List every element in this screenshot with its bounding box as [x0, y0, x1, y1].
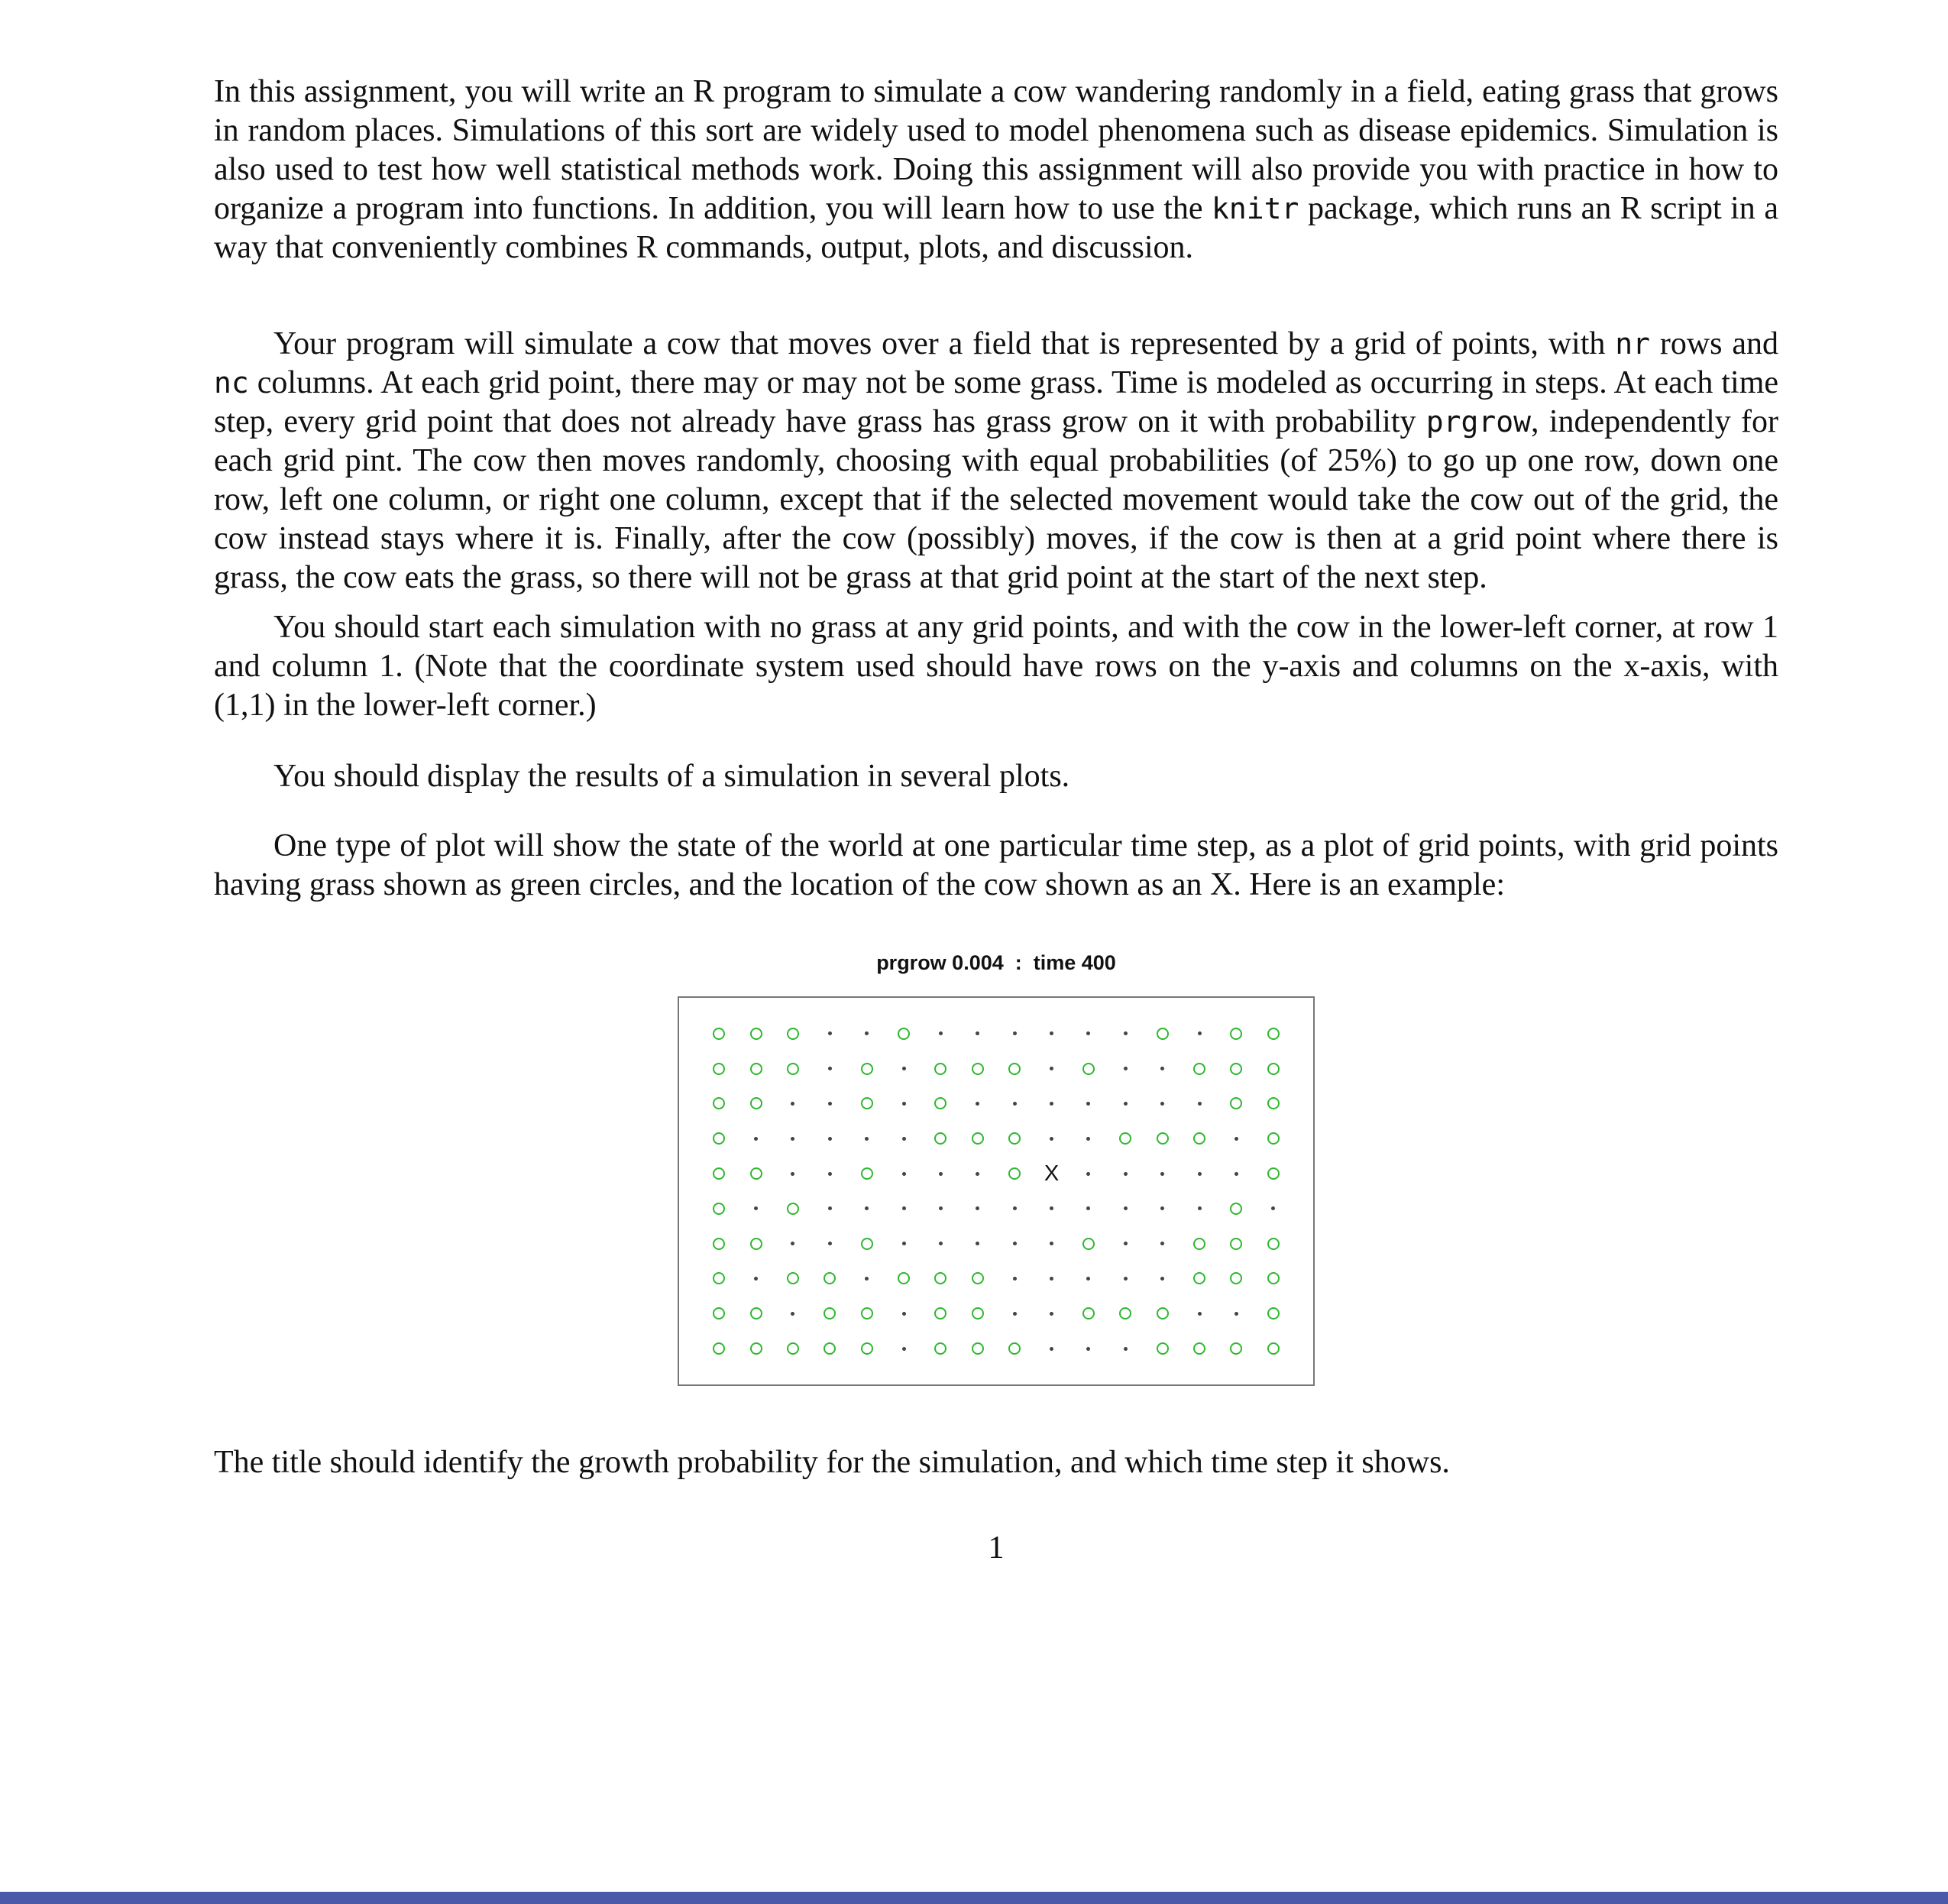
empty-point [1181, 1086, 1218, 1122]
grass-point [1218, 1086, 1254, 1122]
grass-point [1255, 1261, 1292, 1297]
paragraph-text: Your program will simulate a cow that moves over a field that is represented by a grid of points, with [273, 326, 1616, 361]
empty-point [1107, 1331, 1144, 1366]
empty-point [885, 1156, 922, 1191]
empty-point [1070, 1121, 1107, 1156]
footer-bar [0, 1892, 1948, 1904]
empty-point [1144, 1226, 1181, 1261]
empty-point [996, 1226, 1033, 1261]
empty-point [1033, 1121, 1069, 1156]
grass-point [885, 1261, 922, 1297]
grass-point [811, 1331, 848, 1366]
empty-point [1070, 1156, 1107, 1191]
document-content [214, 73, 1778, 1566]
empty-point [1033, 1051, 1069, 1086]
paragraph-text: You should start each simulation with no grass at any grid points, and with the cow in the lower-left corner, at row 1 and column 1. (Note that the coordinate system used should have rows on the y-axis and columns on the x-axis, with (1,1) in the lower-left corner.) [214, 610, 1778, 723]
grass-point [701, 1016, 737, 1051]
empty-point [1033, 1331, 1069, 1366]
grass-point [959, 1261, 996, 1297]
grass-point [1144, 1016, 1181, 1051]
grass-point [701, 1121, 737, 1156]
grass-point [1181, 1051, 1218, 1086]
paragraph-simulation-description [214, 325, 1778, 597]
empty-point [1070, 1331, 1107, 1366]
page-number: 1 [988, 1530, 1005, 1566]
grass-point [922, 1261, 959, 1297]
grass-point [1218, 1331, 1254, 1366]
grass-point [849, 1086, 885, 1122]
empty-point [811, 1051, 848, 1086]
grass-point [959, 1051, 996, 1086]
grass-point [849, 1156, 885, 1191]
empty-point [849, 1261, 885, 1297]
grass-point [1181, 1121, 1218, 1156]
grass-point [775, 1191, 811, 1226]
empty-point [1033, 1261, 1069, 1297]
empty-point [811, 1121, 848, 1156]
empty-point [922, 1226, 959, 1261]
grass-point [1144, 1331, 1181, 1366]
grass-point [1255, 1331, 1292, 1366]
paragraph-text: One type of plot will show the state of the world at one particular time step, as a plot of grid points, with grid points having grass shown as green circles, and the location of the cow shown as an X. Here is an example: [214, 828, 1778, 902]
grass-point [1255, 1016, 1292, 1051]
empty-point [1181, 1156, 1218, 1191]
empty-point [1033, 1296, 1069, 1331]
empty-point [1033, 1191, 1069, 1226]
empty-point [811, 1086, 848, 1122]
empty-point [996, 1296, 1033, 1331]
grass-point [701, 1156, 737, 1191]
empty-point [885, 1226, 922, 1261]
paragraph-text: In this assignment, you will write an R program to simulate a cow wandering randomly in a field, eating grass that grows in random places. Simulations of this sort are widely used to model phenomena such as disease epidemics. Simulation is also used to test how well statistical methods work. Doing this assignment will also provide you with practice in how to organize a program into functions. In addition, you will learn how to use the [214, 74, 1778, 226]
grass-point [775, 1051, 811, 1086]
empty-point [737, 1191, 774, 1226]
grass-point [1255, 1296, 1292, 1331]
grass-point [701, 1261, 737, 1297]
grass-point [849, 1296, 885, 1331]
grass-point [737, 1226, 774, 1261]
empty-point [811, 1156, 848, 1191]
cow-marker: X [1044, 1161, 1060, 1186]
grass-point [1255, 1051, 1292, 1086]
grass-point [1144, 1121, 1181, 1156]
plot-title: prgrow 0.004 : time 400 [876, 951, 1116, 974]
plot-grid [701, 1016, 1292, 1366]
empty-point [1144, 1191, 1181, 1226]
paragraph-text: You should display the results of a simulation in several plots. [273, 759, 1070, 794]
grass-point [775, 1261, 811, 1297]
empty-point [1181, 1016, 1218, 1051]
empty-point [1033, 1016, 1069, 1051]
plot-box [678, 996, 1315, 1386]
grass-point [922, 1296, 959, 1331]
empty-point [1218, 1121, 1254, 1156]
grass-point [1218, 1226, 1254, 1261]
empty-point [922, 1156, 959, 1191]
grass-point [959, 1121, 996, 1156]
empty-point [1107, 1156, 1144, 1191]
empty-point [1107, 1016, 1144, 1051]
empty-point [1107, 1051, 1144, 1086]
grass-point [1181, 1261, 1218, 1297]
grass-point [849, 1331, 885, 1366]
empty-point [1144, 1051, 1181, 1086]
inline-code-knitr: knitr [1212, 192, 1299, 225]
grass-point [701, 1191, 737, 1226]
grass-point [775, 1016, 811, 1051]
grass-point [996, 1121, 1033, 1156]
empty-point [1070, 1261, 1107, 1297]
inline-code-nc: nc [214, 366, 249, 400]
grass-point [922, 1121, 959, 1156]
grass-point [737, 1331, 774, 1366]
empty-point [885, 1296, 922, 1331]
grass-point [737, 1051, 774, 1086]
empty-point [1144, 1261, 1181, 1297]
empty-point [737, 1121, 774, 1156]
grass-point [811, 1261, 848, 1297]
empty-point [811, 1191, 848, 1226]
empty-point [1181, 1296, 1218, 1331]
paragraph-intro [214, 73, 1778, 267]
empty-point [849, 1191, 885, 1226]
empty-point [959, 1156, 996, 1191]
grass-point [996, 1156, 1033, 1191]
empty-point [775, 1156, 811, 1191]
empty-point [922, 1191, 959, 1226]
grass-point [996, 1051, 1033, 1086]
grass-point [701, 1296, 737, 1331]
grass-point [701, 1086, 737, 1122]
grass-point [1255, 1156, 1292, 1191]
empty-point [959, 1226, 996, 1261]
empty-point [775, 1296, 811, 1331]
empty-point [1107, 1261, 1144, 1297]
grass-point [1218, 1016, 1254, 1051]
grass-point [775, 1331, 811, 1366]
empty-point [1144, 1156, 1181, 1191]
empty-point [811, 1226, 848, 1261]
paragraph-display-results [214, 757, 1778, 796]
grass-point [922, 1086, 959, 1122]
grass-point [959, 1296, 996, 1331]
empty-point [1107, 1226, 1144, 1261]
empty-point [1255, 1191, 1292, 1226]
grass-point [1255, 1086, 1292, 1122]
empty-point [1218, 1296, 1254, 1331]
empty-point [885, 1051, 922, 1086]
grass-point [1218, 1051, 1254, 1086]
grass-point [959, 1331, 996, 1366]
grass-point [737, 1156, 774, 1191]
paragraph-text: package, which runs an R script in a way that conveniently combines R commands, output, plots, and discussion. [214, 191, 1778, 265]
grass-point [922, 1051, 959, 1086]
inline-code-prgrow: prgrow [1425, 405, 1532, 439]
grass-point [811, 1296, 848, 1331]
empty-point [737, 1261, 774, 1297]
empty-point [996, 1261, 1033, 1297]
empty-point [885, 1121, 922, 1156]
empty-point [1107, 1191, 1144, 1226]
empty-point [959, 1016, 996, 1051]
empty-point [1033, 1226, 1069, 1261]
grass-point [1218, 1191, 1254, 1226]
empty-point [775, 1121, 811, 1156]
empty-point [885, 1191, 922, 1226]
grass-point [885, 1016, 922, 1051]
empty-point [996, 1086, 1033, 1122]
grass-point [701, 1331, 737, 1366]
empty-point [885, 1086, 922, 1122]
inline-code-nr: nr [1615, 327, 1650, 361]
empty-point [1070, 1191, 1107, 1226]
paragraph-start-conditions [214, 608, 1778, 725]
grass-point [996, 1331, 1033, 1366]
empty-point [1033, 1086, 1069, 1122]
grass-point [1107, 1121, 1144, 1156]
empty-point [1070, 1086, 1107, 1122]
grass-point [1144, 1296, 1181, 1331]
paragraph-plot-description [214, 827, 1778, 905]
empty-point [811, 1016, 848, 1051]
empty-point [959, 1086, 996, 1122]
grass-point [1070, 1296, 1107, 1331]
grass-point [849, 1051, 885, 1086]
grass-point [1107, 1296, 1144, 1331]
example-plot [678, 951, 1315, 1386]
grass-point [1255, 1121, 1292, 1156]
grass-point [849, 1226, 885, 1261]
empty-point [775, 1226, 811, 1261]
grass-point [1070, 1226, 1107, 1261]
grass-point [1255, 1226, 1292, 1261]
empty-point [1107, 1086, 1144, 1122]
empty-point [1070, 1016, 1107, 1051]
empty-point [849, 1016, 885, 1051]
empty-point [996, 1016, 1033, 1051]
grass-point [737, 1296, 774, 1331]
empty-point [1181, 1191, 1218, 1226]
grass-point [1070, 1051, 1107, 1086]
grass-point [1181, 1331, 1218, 1366]
grass-point [737, 1016, 774, 1051]
grass-point [701, 1051, 737, 1086]
empty-point [1144, 1086, 1181, 1122]
empty-point [922, 1016, 959, 1051]
empty-point [996, 1191, 1033, 1226]
grass-point [1181, 1226, 1218, 1261]
grass-point [922, 1331, 959, 1366]
paragraph-text: rows and [1650, 326, 1779, 361]
paragraph-text: , independently for each grid pint. The cow then moves randomly, choosing with equal probabilities (of 25%) to go up one row, down one row, left one column, or right one column, except that if the selected movement would take the cow out of the grid, the cow instead stays where it is. Finally, after the cow (possibly) moves, if the cow is then at a grid point where there is grass, the cow eats the grass, so there will not be grass at that grid point at the start of the next step. [214, 404, 1778, 595]
empty-point [1218, 1156, 1254, 1191]
grass-point [701, 1226, 737, 1261]
grass-point [1218, 1261, 1254, 1297]
paragraph-closing: The title should identify the growth probability for the simulation, and which time step it shows. [214, 1445, 1450, 1480]
grass-point [737, 1086, 774, 1122]
empty-point [885, 1331, 922, 1366]
empty-point [849, 1121, 885, 1156]
paragraph-text: columns. At each grid point, there may or may not be some grass. Time is modeled as occurring in steps. At each time step, every grid point that does not already have grass has grass grow on it with probability [214, 365, 1778, 439]
empty-point [959, 1191, 996, 1226]
empty-point [775, 1086, 811, 1122]
